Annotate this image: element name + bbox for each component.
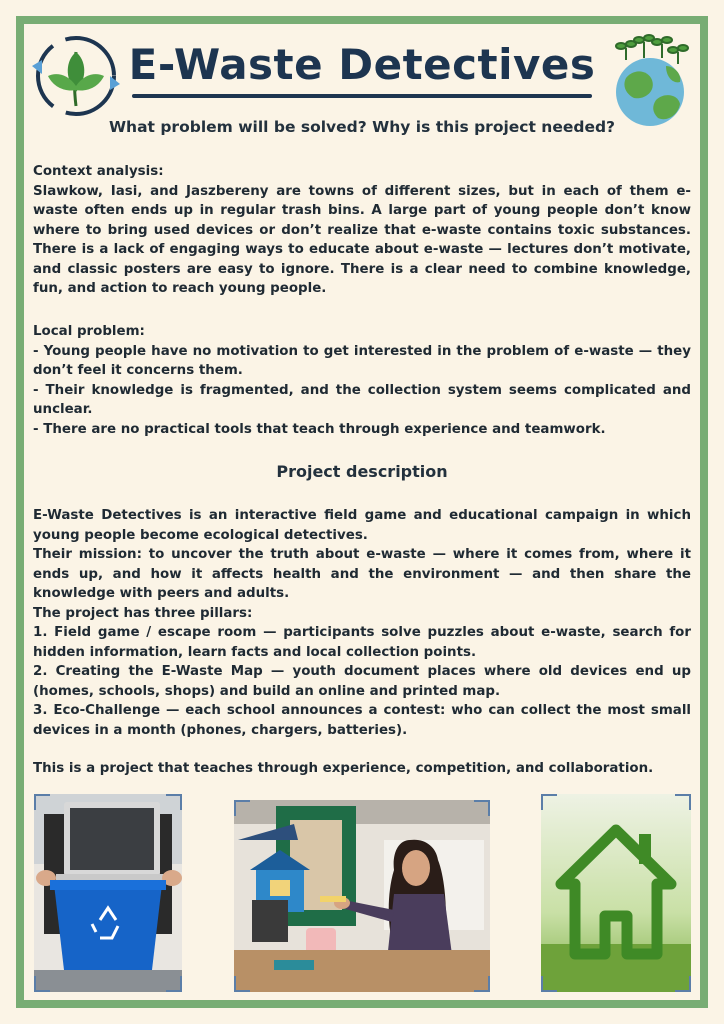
girl-building-birdhouse-photo (234, 800, 490, 992)
local-problem (33, 322, 691, 439)
grass-house-photo (541, 794, 691, 992)
pillar-item: 2. Creating the E-Waste Map — youth document places where old devices end up (homes, schools, shops) and build an online and printed map. (33, 664, 691, 699)
green-earth-icon (604, 30, 696, 130)
description-paragraph: The project has three pillars: (33, 605, 253, 621)
description-paragraph: E-Waste Detectives is an interactive field game and educational campaign in which young people become ecological detectives. (33, 508, 691, 543)
context-heading: Context analysis: (33, 164, 164, 179)
local-problem-item: - Young people have no motivation to get interested in the problem of e-waste — they don’t feel it concerns them. (33, 343, 691, 378)
problem-question: What problem will be solved? Why is this project needed? (108, 118, 616, 136)
local-problem-item: - There are no practical tools that teach through experience and teamwork. (33, 421, 606, 437)
context-text: Slawkow, Iasi, and Jaszbereny are towns of different sizes, but in each of them e-waste often ends up in regular trash bins. A large part of young people don’t know where to bring used devices or don’t realize that e-waste contains toxic substances. There is a lack of engaging ways to educate about e-waste — lectures don’t motivate, and classic posters are easy to ignore. There is a clear need to combine knowledge, fun, and action to reach young people. (33, 183, 691, 296)
local-problem-item: - Their knowledge is fragmented, and the collection system seems complicated and unclear. (33, 382, 691, 417)
project-description (33, 506, 691, 779)
page-title: E-Waste Detectives (128, 40, 596, 89)
local-problem-heading: Local problem: (33, 324, 145, 339)
pillar-item: 1. Field game / escape room — participants solve puzzles about e-waste, search for hidden information, learn facts and local collection points. (33, 625, 691, 660)
description-paragraph: Their mission: to uncover the truth about e-waste — where it comes from, where it ends up, and how it affects health and the environment — and then share the knowledge with peers and adults. (33, 547, 691, 601)
title-underline (132, 94, 592, 98)
project-description-heading: Project description (276, 462, 448, 481)
laptop-recycle-bin-photo (34, 794, 182, 992)
context-analysis (33, 162, 691, 299)
pillar-item: 3. Eco-Challenge — each school announces a contest: who can collect the most small devices in a month (phones, chargers, batteries). (33, 703, 691, 738)
closing-statement: This is a project that teaches through experience, competition, and collaboration. (33, 761, 654, 776)
